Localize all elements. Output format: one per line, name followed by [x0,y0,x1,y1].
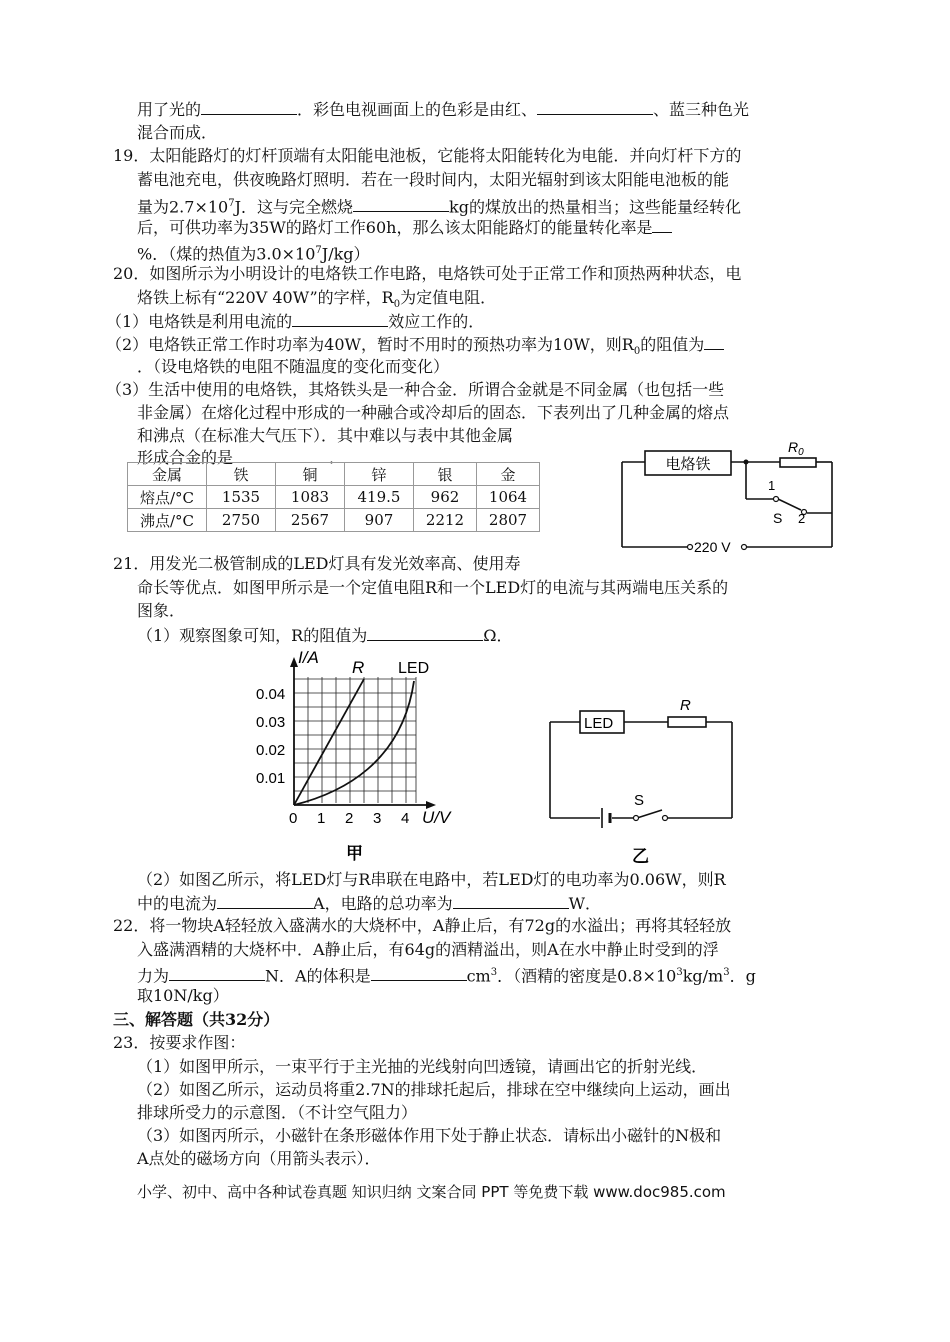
exponent: 7 [228,198,235,209]
x-tick-label: 1 [317,810,326,827]
table-cell: 铁 [207,463,276,486]
table-row [128,463,540,486]
x-tick-label: 0 [289,810,298,827]
y-tick-label: 0.04 [256,686,286,703]
iron-label: 电烙铁 [665,456,711,473]
q21-line1 [113,553,521,575]
q19-text-c: kg的煤放出的热量相当；这些能量经转化 [449,197,741,217]
q21-text: 用发光二极管制成的LED灯具有发光效率高、使用寿 [149,554,521,573]
q23-part2-line1: （2）如图乙所示，运动员将重2.7N的排球托起后，排球在空中继续向上运动，画出 [137,1080,731,1099]
q19-line5 [137,240,370,265]
switch-contact-1 [774,497,779,502]
q21-part2-line1: （2）如图乙所示，将LED灯与R串联在电路中，若LED灯的电功率为0.06W，则R [137,870,726,889]
q21-p2-text: 中的电流为 [137,894,218,913]
r0-subscript: 0 [798,447,804,458]
q23-part2-line2: 排球所受力的示意图．（不计空气阻力） [137,1103,418,1122]
q19-line1 [113,145,741,167]
q20-p2-text: （2）电烙铁正常工作时功率为40W，暂时不用时的预热功率为10W，则R [106,335,634,354]
q21-line2: 命长等优点．如图甲所示是一个定值电阻R和一个LED灯的电流与其两端电压关系的 [137,578,729,597]
y-tick-label: 0.01 [256,770,286,787]
q21-p2-text-c: W． [568,894,602,913]
q20-p3-text-b: ． [329,448,346,467]
terminal [688,545,693,550]
x-tick-label: 3 [373,810,382,827]
q21-p2-text-b: A，电路的总功率为 [313,894,453,913]
table-cell: 907 [345,509,414,532]
q20-text: 如图所示为小明设计的电烙铁工作电路，电烙铁可处于正常工作和顶热两种状态，电 [149,264,742,283]
curve-led [294,681,414,805]
voltage-label: 220 V [694,539,731,555]
q23-part3-line2: A点处的磁场方向（用箭头表示）． [137,1149,381,1168]
exponent: 7 [315,245,322,256]
question-number: 20． [113,264,150,283]
table-cell: 962 [414,486,477,509]
resistor-r0 [780,458,816,467]
switch-label: S [634,792,645,809]
figure-caption-yi: 乙 [632,847,649,865]
table-cell: 419.5 [345,486,414,509]
exponent: 3 [723,967,730,978]
junction-dot [744,460,749,465]
q19-energy: 量为2.7×10 [137,197,229,217]
q18-line2: 混合而成． [137,123,218,142]
table-cell: 金属 [128,463,207,486]
q22-line3 [137,962,756,987]
switch-pos2-label: 2 [798,511,806,526]
q20-p3-text: 形成合金的是 [137,448,234,467]
q22-text: 将一物块A轻轻放入盛满水的大烧杯中，A静止后，有72g的水溢出；再将其轻轻放 [149,916,732,935]
q19-text: 太阳能路灯的灯杆顶端有太阳能电池板，它能将太阳能转化为电能．并向灯杆下方的 [149,146,742,165]
answer-blank[interactable] [704,333,724,350]
x-tick-label: 4 [401,810,410,827]
r0-letter: R [788,439,799,455]
q21-part2-line2 [137,892,601,915]
q23-part1: （1）如图甲所示，一束平行于主光抽的光线射向凹透镜，请画出它的折射光线． [137,1057,708,1076]
question-number: 19． [113,146,150,165]
y-tick-label: 0.03 [256,714,286,731]
answer-blank[interactable] [367,624,483,641]
q19-line2: 蓄电池充电，供夜晚路灯照明．若在一段时间内，太阳光辐射到该太阳能电池板的能 [137,170,730,189]
footer-text: 小学、初中、高中各种试卷真题 知识归纳 文案合同 PPT 等免费下载 www.doc985.com [137,1183,726,1201]
resistor-r [668,717,706,727]
answer-blank[interactable] [537,98,653,115]
table-row [128,486,540,509]
q22-line1 [113,915,731,937]
table-cell: 银 [414,463,477,486]
answer-blank[interactable] [371,964,467,981]
x-tick-label: 2 [345,810,354,827]
answer-blank[interactable] [233,446,329,463]
q21-line3: 图象． [137,601,186,620]
metal-table [127,462,540,532]
q21-p1-text: （1）观察图象可知，R的阻值为 [137,626,368,645]
iu-graph [252,643,472,865]
q22-text-a: 力为 [137,966,170,986]
q20-part3-line3: 和沸点（在标准大气压下）．其中难以与表中其他金属 [137,426,514,445]
q20-part3-line2: 非金属）在熔化过程中形成的一种融合或冷却后的固态．下表列出了几种金属的熔点 [137,403,730,422]
q18-text-a: 用了光的 [137,100,202,119]
q19-line4 [137,216,672,239]
curve-r-label: R [352,658,365,677]
exponent: 3 [676,967,683,978]
q18-text-b: ．彩色电视画面上的色彩是由红、 [297,100,538,119]
q22-text-e: kg/m [682,966,724,986]
subscript: 0 [393,299,401,311]
q22-line4: 取10N/kg） [137,986,229,1005]
y-axis-label: I/A [298,648,319,667]
table-cell: 1064 [477,486,540,509]
led-label: LED [584,715,614,732]
q19-text-b: J．这与完全燃烧 [234,197,354,217]
answer-blank[interactable] [453,892,569,909]
y-tick-label: 0.02 [256,742,286,759]
q20-line1 [113,263,741,285]
table-cell: 2212 [414,509,477,532]
section-title: 三、解答题（共32分） [113,1010,280,1029]
terminal [742,545,747,550]
q18-text-c: 、蓝三种色光 [653,100,750,119]
led-circuit-diagram [540,690,740,865]
q20-p1-text: （1）电烙铁是利用电流的 [106,312,293,331]
figure-caption-jia: 甲 [346,844,363,863]
r-label: R [680,697,691,714]
table-cell: 锌 [345,463,414,486]
switch-contact [634,816,639,821]
q20-text-a: 烙铁上标有“220V 40W”的字样，R [137,288,394,307]
table-cell: 金 [477,463,540,486]
table-cell: 沸点/°C [128,509,207,532]
iron-circuit-diagram [610,430,850,560]
q23-text: 按要求作图： [149,1033,246,1052]
q23-part3-line1: （3）如图丙所示，小磁针在条形磁体作用下处于静止状态．请标出小磁针的N极和 [137,1126,722,1145]
q20-p2-line2: ．（设电烙铁的电阻不随温度的变化而变化） [137,357,450,376]
q21-p1-unit: Ω． [483,626,513,645]
table-cell: 2750 [207,509,276,532]
answer-blank[interactable] [353,195,449,212]
r0-label [788,439,804,458]
exponent: 3 [490,967,498,978]
q22-text-b: N．A的体积是 [265,966,371,986]
curve-r [294,679,364,805]
curve-led-label: LED [398,660,430,677]
q20-p2-text-b: 的阻值为 [640,335,705,354]
q20-text-b: 为定值电阻． [400,288,497,307]
answer-blank[interactable] [652,216,672,233]
q19-text-f: J/kg） [321,244,370,264]
question-number: 23． [113,1033,150,1052]
q22-text-d: ．（酒精的密度是0.8×10 [497,966,677,986]
answer-blank[interactable] [201,98,297,115]
q20-p1-text-b: 效应工作的． [388,312,485,331]
switch-blade [778,499,801,510]
table-cell: 1083 [276,486,345,509]
y-arrow [290,657,298,667]
table-row [128,509,540,532]
table-cell: 熔点/°C [128,486,207,509]
switch-pos1-label: 1 [768,478,776,493]
subscript: 0 [633,346,641,358]
switch-contact [663,816,668,821]
q19-line3 [137,193,741,218]
q19-text-e: %．（煤的热值为3.0×10 [137,244,316,264]
table-cell: 铜 [276,463,345,486]
table-cell: 1535 [207,486,276,509]
q20-part3-line1: （3）生活中使用的电烙铁，其烙铁头是一种合金．所谓合金就是不同金属（也包括一些 [106,380,725,399]
q22-unit: cm [466,966,491,986]
answer-blank[interactable] [217,892,313,909]
switch-blade [637,810,662,818]
q18-line1 [137,98,749,121]
answer-blank[interactable] [292,310,388,327]
answer-blank[interactable] [169,964,265,981]
question-number: 21． [113,554,150,573]
x-axis-label: U/V [422,808,451,827]
table-cell: 2567 [276,509,345,532]
q22-text-f: ．g [729,966,756,986]
q19-text-d: 后，可供功率为35W的路灯工作60h，那么该太阳能路灯的能量转化率是 [137,218,653,237]
question-number: 22． [113,916,150,935]
q22-line2: 入盛满酒精的大烧杯中．A静止后，有64g的酒精溢出，则A在水中静止时受到的浮 [137,940,719,959]
q23-line1 [113,1032,245,1054]
q20-part1 [106,310,484,333]
table-cell: 2807 [477,509,540,532]
switch-label: S [773,510,783,526]
